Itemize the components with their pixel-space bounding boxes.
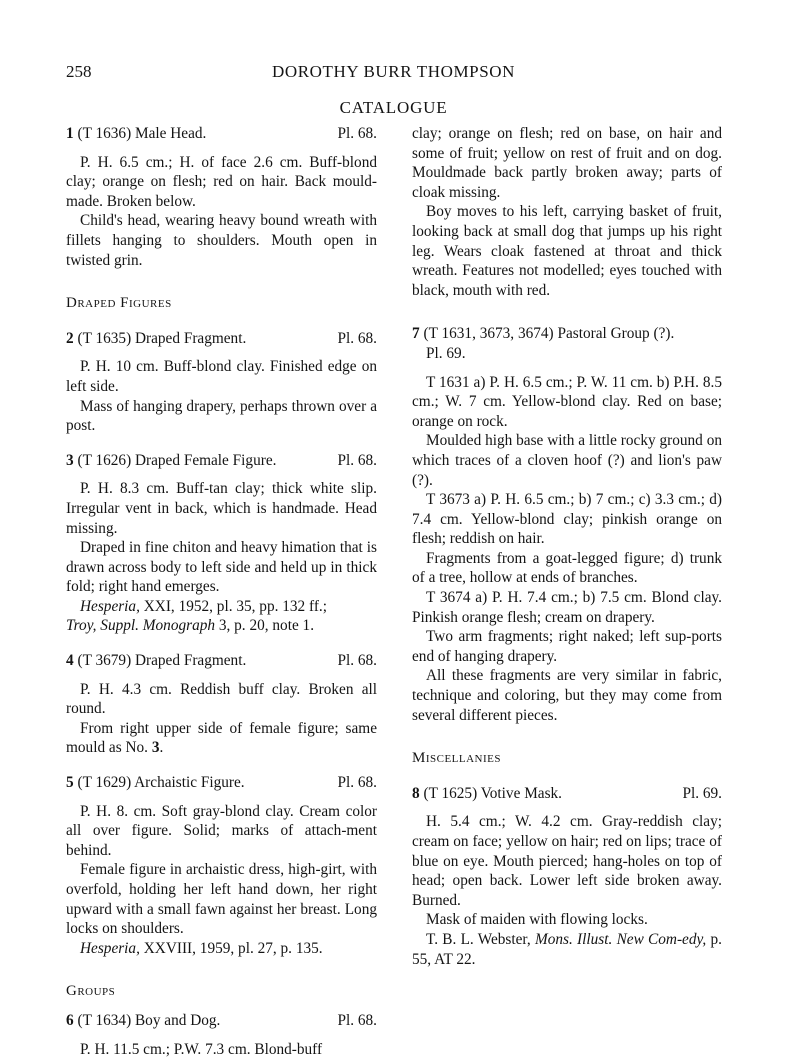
ref-author: T. B. L. Webster, — [426, 930, 535, 948]
running-head: DOROTHY BURR THOMPSON — [271, 62, 516, 81]
entry-8-heading — [412, 784, 722, 804]
plate-ref: Pl. 68. — [337, 1011, 377, 1029]
entry-5-heading — [66, 773, 377, 793]
entry-description: P. H. 8. cm. Soft gray-blond clay. Cream color all over figure. Solid; marks of attach-ment behind. — [66, 802, 377, 859]
ref-journal: Mons. Illust. New Com-edy, — [534, 930, 707, 948]
entry-number: 1 — [66, 125, 74, 142]
entry-description: T 1631 a) P. H. 6.5 cm.; P. W. 11 cm. b) P.H. 8.5 cm.; W. 7 cm. Yellow-blond clay. Red on base; orange on rock. — [412, 373, 722, 430]
entry-description: T 3674 a) P. H. 7.4 cm.; b) 7.5 cm. Blond clay. Pinkish orange flesh; cream on drapery. — [412, 589, 722, 626]
plate-ref: Pl. 68. — [337, 652, 377, 670]
entry-description: T 3673 a) P. H. 6.5 cm.; b) 7 cm.; c) 3.3 cm.; d) 7.4 cm. Yellow-blond clay; pinkish orange on flesh; reddish on hair. — [412, 491, 722, 548]
ref-detail: XXVIII, 1959, pl. 27, p. 135. — [139, 939, 323, 957]
entry-text: Child's head, wearing heavy bound wreath with fillets hanging to shoulders. Mouth open in twisted grin. — [66, 212, 377, 269]
entry-description: P. H. 4.3 cm. Reddish buff clay. Broken all round. — [66, 680, 377, 718]
entry-6-heading — [66, 1011, 377, 1031]
entry-text: All these fragments are very similar in fabric, technique and coloring, but they may come from several different pieces. — [412, 667, 722, 724]
ref-detail: XXI, 1952, pl. 35, pp. 132 ff.; — [139, 597, 328, 615]
entry-3-heading — [66, 451, 377, 471]
entry-4-heading — [66, 651, 377, 671]
right-column — [412, 124, 722, 969]
entry-1-heading — [66, 124, 377, 144]
entry-title: (T 1631, 3673, 3674) Pastoral Group (?). — [423, 325, 675, 343]
entry-title: (T 1635) Draped Fragment. — [77, 329, 247, 347]
entry-text — [66, 719, 377, 758]
plate-ref: Pl. 68. — [337, 451, 377, 469]
left-column — [66, 124, 377, 1059]
section-miscellanies: Miscellanies — [412, 750, 502, 767]
entry-number: 3 — [66, 451, 74, 469]
bibliographic-reference — [412, 930, 722, 969]
entry-number: 4 — [66, 652, 74, 670]
entry-text: Female figure in archaistic dress, high-girt, with overfold, holding her left hand down, her right upward with a small fawn against her breast. Long locks on shoulders. — [66, 861, 377, 938]
entry-text: Moulded high base with a little rocky ground on which traces of a cloven hoof (?) and lion's paw (?). — [412, 432, 722, 489]
entry-number: 7 — [412, 325, 420, 343]
bibliographic-reference — [66, 616, 377, 636]
entry-description: P. H. 10 cm. Buff-blond clay. Finished edge on left side. — [66, 358, 377, 395]
section-groups: Groups — [66, 983, 116, 1000]
bibliographic-reference — [66, 939, 377, 959]
entry-title: (T 1629) Archaistic Figure. — [77, 774, 245, 792]
ref-journal: Hesperia, — [80, 597, 140, 615]
entry-title: (T 1634) Boy and Dog. — [77, 1011, 221, 1029]
entry-title: (T 1636) Male Head. — [77, 125, 207, 142]
entry-text: Mask of maiden with flowing locks. — [426, 911, 648, 929]
entry-title: (T 1625) Votive Mask. — [423, 784, 563, 802]
entry-number: 8 — [412, 784, 420, 802]
entry-description: P. H. 11.5 cm.; P.W. 7.3 cm. Blond-buff — [80, 1040, 323, 1058]
entry-text: Fragments from a goat-legged figure; d) trunk of a tree, hollow at ends of branches. — [412, 549, 722, 587]
entry-text: Two arm fragments; right naked; left sup-ports end of hanging drapery. — [412, 628, 722, 665]
entry-title: (T 1626) Draped Female Figure. — [77, 451, 277, 469]
entry-text: Draped in fine chiton and heavy himation that is drawn across body to left side and held up in thick fold; right hand emerges. — [66, 539, 377, 596]
entry-text-part: . — [159, 739, 164, 757]
entry-description: P. H. 8.3 cm. Buff-tan clay; thick white slip. Irregular vent in back, which is handmade. Head missing. — [66, 480, 377, 537]
entry-text: Boy moves to his left, carrying basket of fruit, looking back at small dog that jumps up his right leg. Wears cloak fastened at throat and thick wreath. Features not modelled; eyes touched with black, mouth with red. — [412, 203, 722, 299]
entry-description-continued: clay; orange on flesh; red on base, on hair and some of fruit; yellow on rest of fruit and on dog. Mouldmade back partly broken away; parts of cloak missing. — [412, 125, 722, 201]
cross-reference-number: 3 — [151, 739, 160, 757]
section-draped-figures: Draped Figures — [66, 295, 172, 312]
plate-ref: Pl. 68. — [337, 774, 377, 792]
entry-text-part: From right upper side of female figure; same mould as No. — [66, 719, 377, 757]
entry-title: (T 3679) Draped Fragment. — [77, 652, 247, 670]
ref-detail: 3, p. 20, note 1. — [215, 617, 315, 635]
ref-detail: p. 55, AT 22. — [412, 930, 722, 968]
entry-number: 5 — [66, 774, 74, 792]
entry-number: 2 — [66, 329, 74, 347]
section-title: CATALOGUE — [339, 98, 448, 117]
page-number: 258 — [66, 62, 92, 81]
entry-2-heading — [66, 329, 377, 349]
entry-description: P. H. 6.5 cm.; H. of face 2.6 cm. Buff-blond clay; orange on flesh; red on hair. Back mould-made. Broken below. — [66, 153, 377, 210]
ref-journal: Hesperia, — [80, 939, 140, 957]
entry-7-heading — [412, 324, 722, 344]
plate-ref: Pl. 69. — [426, 344, 466, 362]
plate-ref: Pl. 68. — [337, 125, 377, 142]
plate-ref: Pl. 68. — [337, 329, 377, 347]
ref-journal: Troy, Suppl. Monograph — [66, 617, 216, 635]
bibliographic-reference — [66, 597, 377, 617]
entry-description: H. 5.4 cm.; W. 4.2 cm. Gray-reddish clay; cream on face; yellow on hair; red on lips; trace of blue on eye. Mouth pierced; hang-holes on top of head; open back. Lower left side broken away. Burned. — [412, 813, 722, 909]
entry-text: Mass of hanging drapery, perhaps thrown over a post. — [66, 397, 377, 435]
plate-ref: Pl. 69. — [682, 784, 722, 802]
entry-number: 6 — [66, 1011, 74, 1029]
